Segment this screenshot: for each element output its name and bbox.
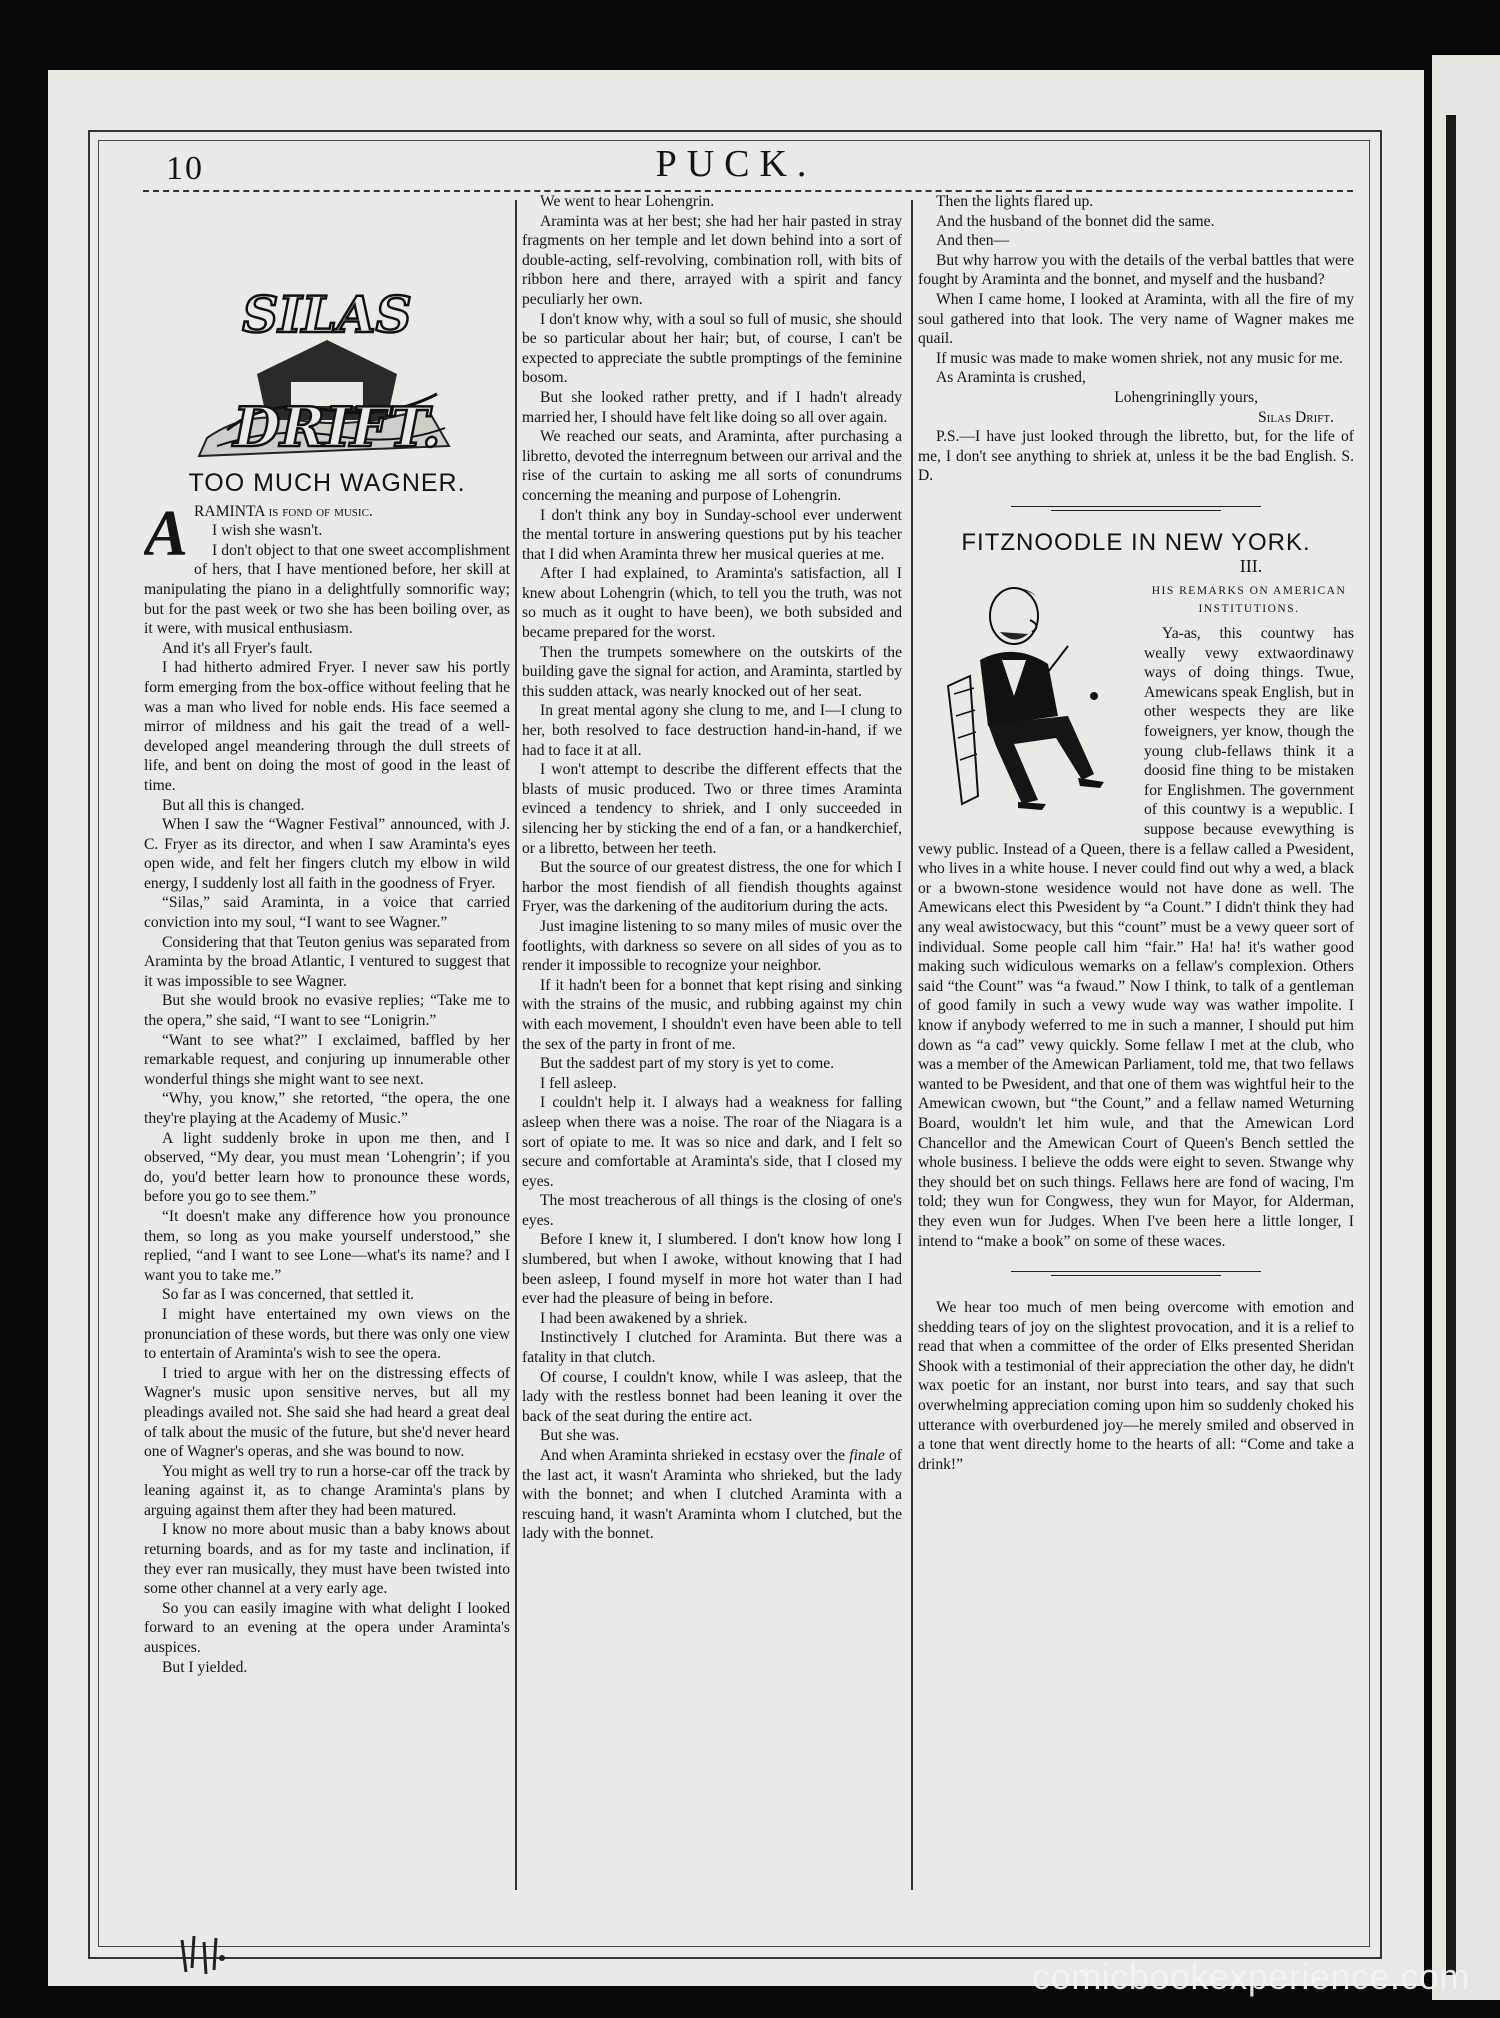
signature	[918, 408, 1354, 428]
paragraph: Araminta was at her best; she had her hair pasted in stray fragments on her temple and let down behind into a sort of double-acting, self-revolving, combination roll, with bits of ribbon here and there, arrayed with a spirit and fancy peculiarly her own.	[522, 212, 902, 308]
finale-text-before: And when Araminta shrieked in ecstasy over the	[540, 1447, 850, 1464]
printer-mark-icon	[176, 1928, 232, 1978]
paragraph: I fell asleep.	[540, 1074, 617, 1092]
paragraph: I don't object to that one sweet accomplishment of hers, that I have mentioned before, her skill at manipulating the piano in a delightfully somnorific way; but for the past week or two she has been boiling over, as it were, with musical enthusiasm.	[144, 541, 510, 638]
paragraph: Then the lights flared up.	[936, 193, 1094, 210]
column-1	[144, 192, 510, 1892]
paragraph: And then—	[936, 232, 1010, 250]
paragraph: You might as well try to run a horse-car off the track by leaning against it, as to change Araminta's plans by arguing against them after they had been matured.	[144, 1462, 510, 1519]
paragraph: The most treacherous of all things is the closing of one's eyes.	[522, 1192, 902, 1229]
paragraph: But she was.	[540, 1427, 620, 1445]
paragraph: Then the trumpets somewhere on the outskirts of the building gave the signal for action, and Araminta, startled by this sudden attack, was nearly knocked out of her seat.	[522, 643, 902, 700]
paragraph: In great mental agony she clung to me, and I—I clung to her, both resolved to face destruction hand-in-hand, if we had to face it at all.	[522, 702, 902, 759]
page-number: 10	[166, 150, 204, 187]
watermark-text: comicbookexperience.com	[1032, 1956, 1470, 1997]
paragraph: I might have entertained my own views on the pronunciation of these words, but there was only one view to entertain of Araminta's wish to see the opera.	[144, 1305, 510, 1363]
column-2	[522, 192, 902, 1892]
paragraph: But she would brook no evasive replies; “Take me to the opera,” she said, “I want to see “Lonigrin.”	[144, 992, 510, 1030]
paragraph: When I saw the “Wagner Festival” announced, with J. C. Fryer as its director, and when I saw Araminta's eyes open wide, and felt her fingers clutch my elbow in wild energy, I suddenly lost all faith in the goodness of Fryer.	[144, 816, 510, 892]
paragraph: But why harrow you with the details of the verbal battles that were fought by Araminta and the bonnet, and myself and the husband?	[918, 251, 1354, 289]
paragraph: Considering that that Teuton genius was separated from Araminta by the broad Atlantic, I ventured to suggest that it was impossible to see Wagner.	[144, 933, 510, 990]
paragraph: So you can easily imagine with what delight I looked forward to an evening at the opera under Araminta's auspices.	[144, 1599, 510, 1657]
paragraph: “Why, you know,” she retorted, “the opera, the one they're playing at the Academy of Music.”	[144, 1090, 510, 1127]
part-number: III.	[1239, 555, 1263, 576]
paragraph: But she looked rather pretty, and if I hadn't already married her, I should have felt like doing so all over again.	[522, 388, 902, 426]
paragraph: As Araminta is crushed,	[936, 369, 1086, 387]
masthead-title: PUCK.	[655, 143, 817, 185]
paragraph: If music was made to make women shriek, not any music for me.	[936, 349, 1344, 367]
paragraph: But all this is changed.	[162, 796, 305, 814]
logo-word-silas: SILAS	[242, 285, 412, 344]
paragraph: I couldn't help it. I always had a weakness for falling asleep when there was a noise. The roar of the Niagara is a sort of opiate to me. It was so nice and dark, and I felt so secure and comfortable at Araminta's side, that I closed my eyes.	[522, 1094, 902, 1190]
paragraph: And it's all Fryer's fault.	[162, 639, 313, 657]
column-3	[918, 192, 1354, 1892]
drop-cap: A	[144, 496, 189, 570]
paragraph: “It doesn't make any difference how you pronounce them, so long as you make yourself understood,” she replied, “and I want to see Lone—what's its name? and I want you to take me.”	[144, 1207, 510, 1284]
paragraph: Of course, I couldn't know, while I was asleep, that the lady with the restless bonnet had been leaning it over the back of the seat during the entire act.	[522, 1368, 902, 1425]
fitznoodle-illustration	[918, 576, 1134, 820]
paragraph: And the husband of the bonnet did the same.	[936, 212, 1215, 230]
opening-line: RAMINTA is fond of music.	[194, 502, 373, 520]
paragraph: But the saddest part of my story is yet to come.	[540, 1055, 835, 1073]
paragraph: After I had explained, to Araminta's satisfaction, all I knew about Lohengrin (which, to tell you the truth, was not so much as it ought to have been), we both subsided and became prepared for the worst.	[522, 565, 902, 642]
section-divider	[1011, 506, 1261, 511]
paragraph: We went to hear Lohengrin.	[540, 193, 715, 210]
paragraph: Just imagine listening to so many miles of music over the footlights, with darkness so severe on all sides of you as to render it impossible to recognize your neighbor.	[522, 917, 902, 975]
adjacent-page-edge	[1432, 55, 1500, 2000]
closing-line: Lohengrininglly yours,	[1114, 388, 1258, 406]
paragraph: Instinctively I clutched for Araminta. But there was a fatality in that clutch.	[522, 1329, 902, 1367]
article-title-fitznoodle: FITZNOODLE IN NEW YORK.	[961, 528, 1311, 556]
seated-dandy-icon	[918, 576, 1134, 820]
paragraph: We reached our seats, and Araminta, after purchasing a libretto, devoted the interregnum between our arrival and the rise of the curtain to asking me all sorts of conundrums concerning the meaning and purpose of Lohengrin.	[522, 428, 902, 504]
paragraph: But the source of our greatest distress, the one for which I harbor the most fiendish of all fiendish thoughts against Fryer, was the darkening of the auditorium during the acts.	[522, 859, 902, 916]
finale-text-after: of the last act, it wasn't Araminta who shrieked, but the lady with the bonnet; and when I clutched Araminta with a rescuing hand, it wasn't Araminta whom I clutched, but the lady with the bonnet.	[522, 1447, 902, 1543]
silas-drift-logo	[187, 270, 467, 466]
magazine-page	[48, 70, 1424, 1986]
postscript: P.S.—I have just looked through the libretto, but, for the life of me, I don't see anything to shriek at, unless it be the bad English. S. D.	[918, 428, 1354, 485]
logo-word-drift: DRIFT.	[233, 395, 441, 459]
finale-italic-word: finale	[849, 1447, 885, 1464]
paragraph: I won't attempt to describe the different effects that the blasts of music produced. Two or three times Araminta evinced a tendency to shriek, and I only succeeded in silencing her by sticking the end of a fan, or a handkerchief, or a libretto, between her teeth.	[522, 761, 902, 857]
article-title-too-much-wagner: TOO MUCH WAGNER.	[188, 469, 466, 497]
fitznoodle-subhead: HIS REMARKS ON AMERICAN INSTITUTIONS.	[1151, 585, 1347, 616]
column-rule-1	[515, 200, 517, 1890]
paragraph: I tried to argue with her on the distressing effects of Wagner's music upon sensitive nerves, but all my pleadings availed not. She said she had heard a great deal of talk about the music of the future, but she'd never heard one of Wagner's operas, and she was bound to now.	[144, 1364, 510, 1461]
section-divider-2	[1011, 1271, 1261, 1276]
paragraph: “Want to see what?” I exclaimed, baffled by her remarkable request, and conjuring up innumerable other wonderful things she might want to see next.	[144, 1031, 510, 1088]
signature-name: Silas Drift.	[1257, 408, 1334, 426]
elks-paragraph: We hear too much of men being overcome with emotion and shedding tears of joy on the slightest provocation, and it is a relief to read that when a committee of the order of Elks presented Sheridan Shook with a testimonial of their appreciation the other day, he didn't wax poetic for an instant, nor burst into tears, and say that such overwhelming appreciation coming upon him so suddenly choked his utterance with overburdened joy—he merely smiled and observed in a tone that went directly home to the hearts of all: “Come and take a drink!”	[918, 1299, 1354, 1473]
silas-drift-emblem-icon	[187, 270, 467, 466]
paragraph: I had been awakened by a shriek.	[540, 1309, 748, 1327]
paragraph: I don't think any boy in Sunday-school ever underwent the mental torture in answering questions put by his teacher that I did when Araminta threw her musical queries at me.	[522, 506, 902, 563]
paragraph: Before I knew it, I slumbered. I don't know how long I slumbered, but when I awoke, without knowing that I had been asleep, I found myself in more hot water than I had ever had the pleasure of being in before.	[522, 1231, 902, 1308]
paragraph: When I came home, I looked at Araminta, with all the fire of my soul gathered into that look. The very name of Wagner makes me quail.	[918, 290, 1354, 348]
paragraph: I don't know why, with a soul so full of music, she should be so particular about her hair; but, of course, I can't be expected to appreciate the subtle promptings of the feminine bosom.	[522, 310, 902, 387]
fitznoodle-body: Ya-as, this countwy has weally vewy extwaordinawy ways of doing things. Twue, Amewicans speak English, but in other wespects they are like foweigners, yer know, though the young club-fellaws think it a doosid fine thing to be mistaken for Englishmen. The government of this countwy is a wepublic. I suppose because evewything is vewy public. Instead of a Queen, there is a fellaw called a Pwesident, who lives in a white house. I never could find out why a wed, a black or a bwown-stone wesidence would not have done as well. The Amewicans elect this Pwesident by “a Count.” I didn't think they had any weal awistocwacy, but this “count” must be a vewy queer sort of individual. Some people call him “fair.” Ha! ha! it's wather good making such widiculous wemarks on a fellaw's complexion. Others said “the Count” was “a fwaud.” Now I think, to talk of a gentleman of good family in such a vewy wude way was wather impolite. I know if anybody weferred to me in such a manner, I should put him down as “a cad” vewy quickly. Some fellaw I met at the club, who was a member of the Amewican Parliament, told me, that two fellaws wanted to be Pwesident, and that one of them was wightful heir to the Amewican cwown, but “the Count,” and a fellaw named Weturning Board, wouldn't let him wule, and that the Amewican Lord Chancellor and the Amewican Court of Queen's Bench settled the whole business. I believe the odds were eight to seven. Stwange why they should bet on such things. Fellaws here are fond of wacing, I'm told; they wun for Congwess, they wun for Mayor, for Alderman, they even wun for Judges. When I've been here a little longer, I intend to “make a book” on some of these waces.	[918, 625, 1354, 1250]
paragraph: But I yielded.	[162, 1658, 248, 1676]
paragraph: A light suddenly broke in upon me then, and I observed, “My dear, you must mean ‘Lohengrin’; if you do, you'd better learn how to pronounce these words, before you go to see them.”	[144, 1129, 510, 1206]
paragraph-finale	[522, 1446, 902, 1544]
paragraph: So far as I was concerned, that settled it.	[162, 1286, 415, 1304]
paragraph: I wish she wasn't.	[212, 522, 323, 540]
paragraph: I know no more about music than a baby knows about returning boards, and as for my taste and inclination, if they ever ran musically, they must have been twisted into some other channel at a very early age.	[144, 1521, 510, 1598]
paragraph: If it hadn't been for a bonnet that kept rising and sinking with the strains of the music, and rubbing against my chin with each movement, I shouldn't even have been able to tell the sex of the party in front of me.	[522, 976, 902, 1053]
paragraph: I had hitherto admired Fryer. I never saw his portly form emerging from the box-office without feeling that he was a man who lived for noble ends. His face seemed a mirror of mildness and his gait the tread of a well-developed angel meandering through the dull streets of life, and bent on doing the most of good in the least of time.	[144, 659, 510, 794]
paragraph: “Silas,” said Araminta, in a voice that carried conviction into my soul, “I want to see Wagner.”	[144, 894, 510, 932]
column-rule-2	[911, 200, 913, 1890]
